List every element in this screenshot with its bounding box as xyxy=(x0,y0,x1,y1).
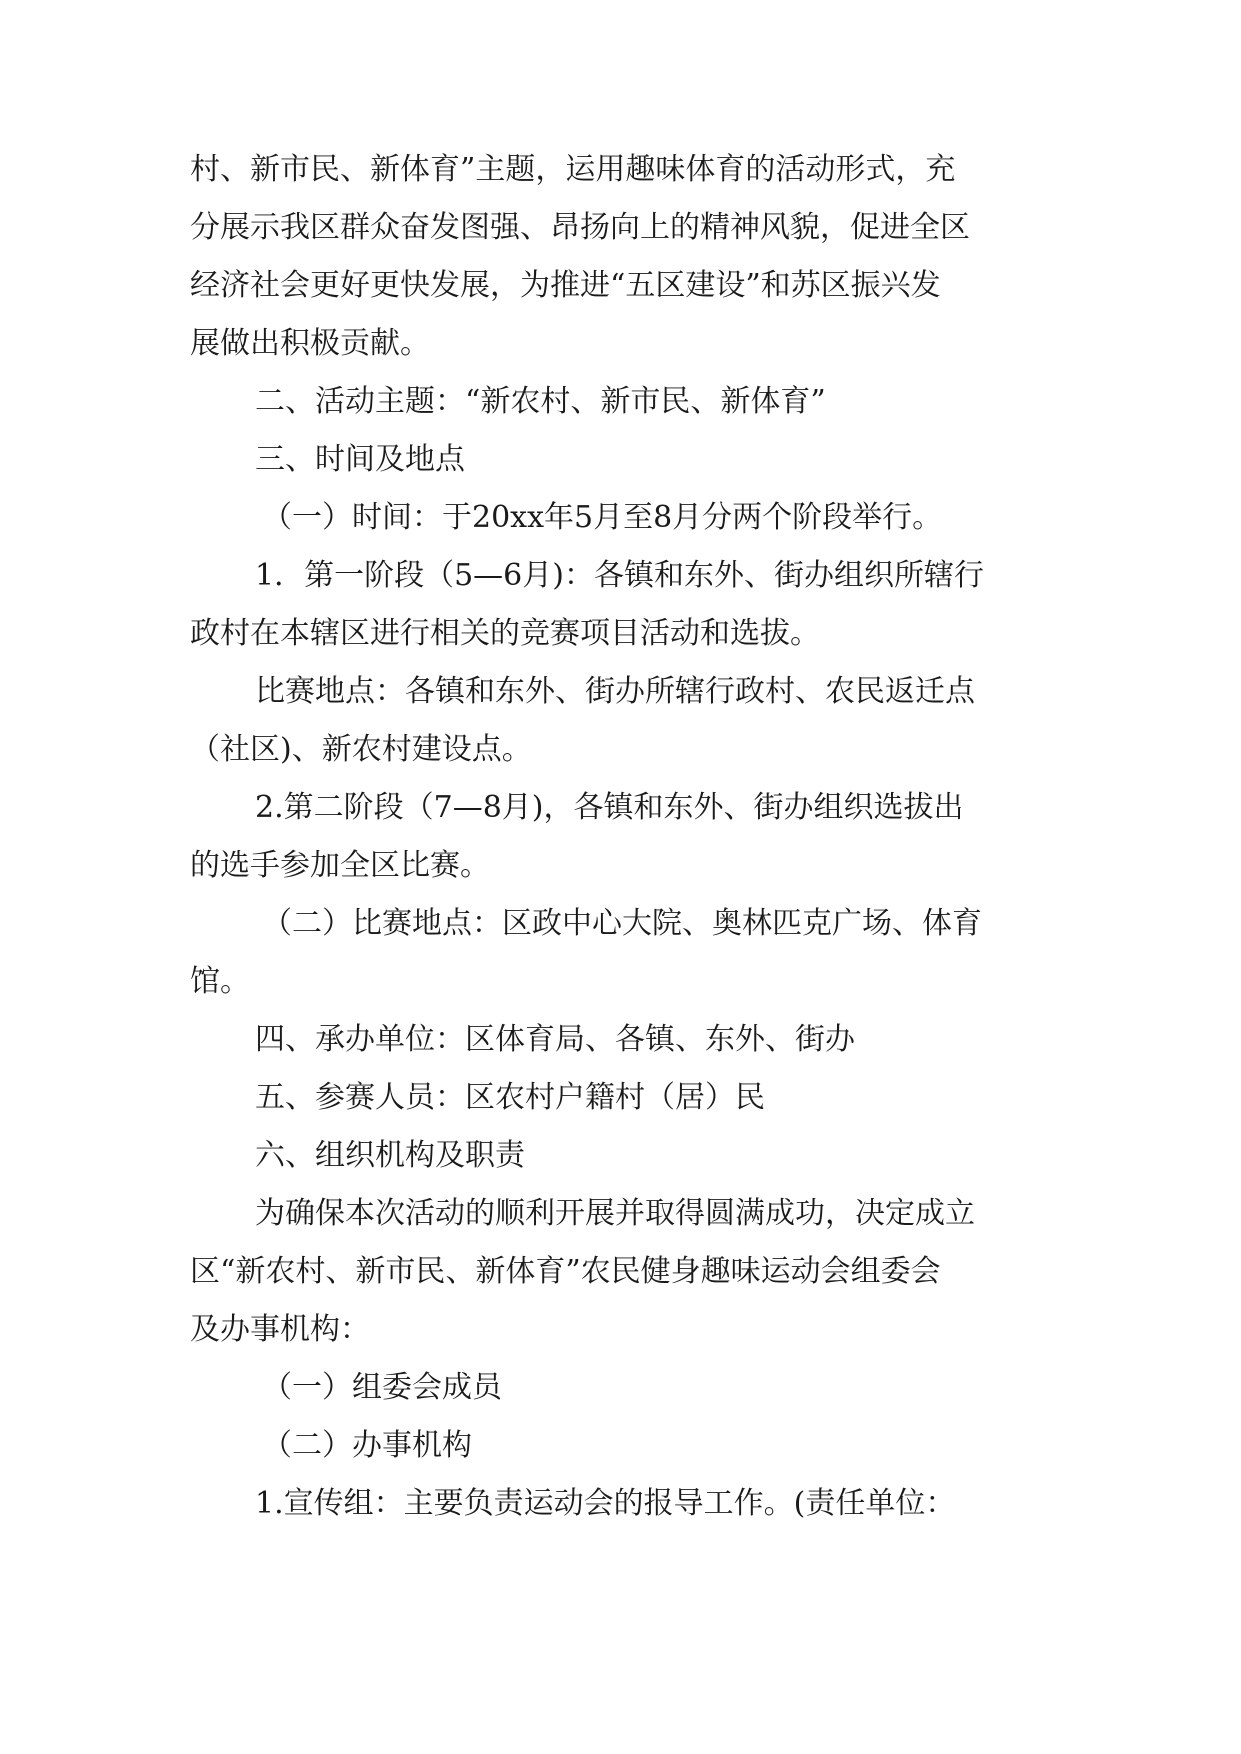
paragraph-line: 为确保本次活动的顺利开展并取得圆满成功，决定成立 xyxy=(255,1196,975,1231)
paragraph-line: （一）时间：于20xx年5月至8月分两个阶段举行。 xyxy=(262,500,943,535)
paragraph-line: 分展示我区群众奋发图强、昂扬向上的精神风貌，促进全区 xyxy=(190,210,970,245)
section-heading: 六、组织机构及职责 xyxy=(255,1138,525,1173)
section-heading: 三、时间及地点 xyxy=(255,442,465,477)
paragraph-line: 区“新农村、新市民、新体育”农民健身趣味运动会组委会 xyxy=(190,1254,941,1289)
paragraph-line: （二）办事机构 xyxy=(262,1428,472,1463)
paragraph-line: 2.第二阶段（7—8月)，各镇和东外、街办组织选拔出 xyxy=(255,790,964,825)
paragraph-line: 经济社会更好更快发展，为推进“五区建设”和苏区振兴发 xyxy=(190,268,941,303)
paragraph-line: 1．第一阶段（5—6月)：各镇和东外、街办组织所辖行 xyxy=(255,558,984,593)
paragraph-line: 展做出积极贡献。 xyxy=(190,326,430,361)
paragraph-line: 的选手参加全区比赛。 xyxy=(190,848,490,883)
section-heading: 五、参赛人员：区农村户籍村（居）民 xyxy=(255,1080,765,1115)
paragraph-line: （社区)、新农村建设点。 xyxy=(190,732,532,767)
paragraph-line: 馆。 xyxy=(190,964,250,999)
paragraph-line: 村、新市民、新体育”主题，运用趣味体育的活动形式，充 xyxy=(190,152,956,187)
section-heading: 四、承办单位：区体育局、各镇、东外、街办 xyxy=(255,1022,855,1057)
paragraph-line: 及办事机构： xyxy=(190,1312,370,1347)
paragraph-line: 政村在本辖区进行相关的竞赛项目活动和选拔。 xyxy=(190,616,820,651)
paragraph-line: 1.宣传组：主要负责运动会的报导工作。(责任单位： xyxy=(255,1486,956,1521)
section-heading: 二、活动主题：“新农村、新市民、新体育” xyxy=(255,384,826,419)
paragraph-line: （一）组委会成员 xyxy=(262,1370,502,1405)
paragraph-line: 比赛地点：各镇和东外、街办所辖行政村、农民返迁点 xyxy=(255,674,975,709)
paragraph-line: （二）比赛地点：区政中心大院、奥林匹克广场、体育 xyxy=(262,906,982,941)
